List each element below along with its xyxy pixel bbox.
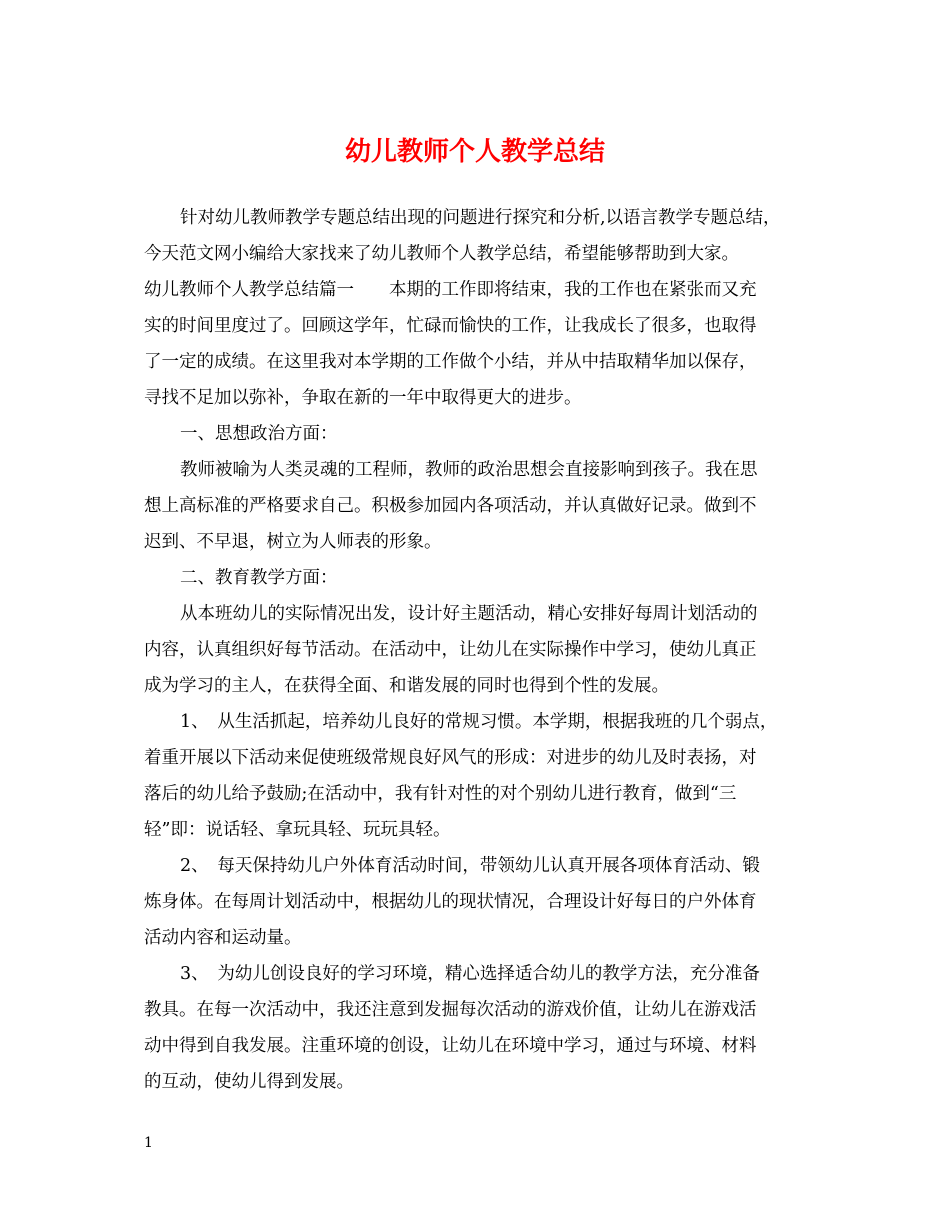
body-line: 幼儿教师个人教学总结篇一 本期的工作即将结束，我的工作也在紧张而又充 bbox=[144, 280, 757, 300]
list-item: 1、 从生活抓起，培养幼儿良好的常规习惯。本学期，根据我班的几个弱点， bbox=[180, 712, 778, 732]
body-line: 了一定的成绩。在这里我对本学期的工作做个小结，并从中拮取精华加以保存， bbox=[144, 352, 757, 372]
body-line: 内容，认真组织好每节活动。在活动中，让幼儿在实际操作中学习，使幼儿真正 bbox=[144, 640, 757, 660]
body-line: 针对幼儿教师教学专题总结出现的问题进行探究和分析,以语言教学专题总结， bbox=[180, 208, 781, 228]
section-heading: 二、教育教学方面： bbox=[180, 568, 338, 588]
body-line: 教师被喻为人类灵魂的工程师，教师的政治思想会直接影响到孩子。我在思 bbox=[180, 460, 758, 480]
body-line: 成为学习的主人，在获得全面、和谐发展的同时也得到个性的发展。 bbox=[144, 676, 669, 696]
body-line: 的互动，使幼儿得到发展。 bbox=[144, 1072, 354, 1092]
list-item: 2、 每天保持幼儿户外体育活动时间，带领幼儿认真开展各项体育活动、锻 bbox=[180, 856, 760, 876]
body-line: 迟到、不早退，树立为人师表的形象。 bbox=[144, 532, 442, 552]
body-line: 炼身体。在每周计划活动中，根据幼儿的现状情况，合理设计好每日的户外体育 bbox=[144, 892, 757, 912]
body-line: 落后的幼儿给予鼓励;在活动中，我有针对性的对个别幼儿进行教育，做到“三 bbox=[144, 784, 737, 804]
body-line: 今天范文网小编给大家找来了幼儿教师个人教学总结，希望能够帮助到大家。 bbox=[144, 244, 739, 264]
section-heading: 一、思想政治方面： bbox=[180, 424, 338, 444]
list-item: 3、 为幼儿创设良好的学习环境，精心选择适合幼儿的教学方法，充分准备 bbox=[180, 964, 760, 984]
page-title: 幼儿教师个人教学总结 bbox=[344, 137, 605, 167]
body-line: 活动内容和运动量。 bbox=[144, 928, 302, 948]
body-line: 轻”即：说话轻、拿玩具轻、玩玩具轻。 bbox=[144, 820, 451, 840]
body-line: 想上高标准的严格要求自己。积极参加园内各项活动，并认真做好记录。做到不 bbox=[144, 496, 757, 516]
body-line: 实的时间里度过了。回顾这学年，忙碌而愉快的工作，让我成长了很多，也取得 bbox=[144, 316, 757, 336]
body-line: 从本班幼儿的实际情况出发，设计好主题活动，精心安排好每周计划活动的 bbox=[180, 604, 758, 624]
body-line: 寻找不足加以弥补，争取在新的一年中取得更大的进步。 bbox=[144, 388, 582, 408]
body-line: 教具。在每一次活动中，我还注意到发掘每次活动的游戏价值，让幼儿在游戏活 bbox=[144, 1000, 757, 1020]
body-line: 动中得到自我发展。注重环境的创设，让幼儿在环境中学习，通过与环境、材料 bbox=[144, 1036, 757, 1056]
body-line: 着重开展以下活动来促使班级常规良好风气的形成：对进步的幼儿及时表扬，对 bbox=[144, 748, 757, 768]
page-number: 1 bbox=[144, 1135, 153, 1151]
